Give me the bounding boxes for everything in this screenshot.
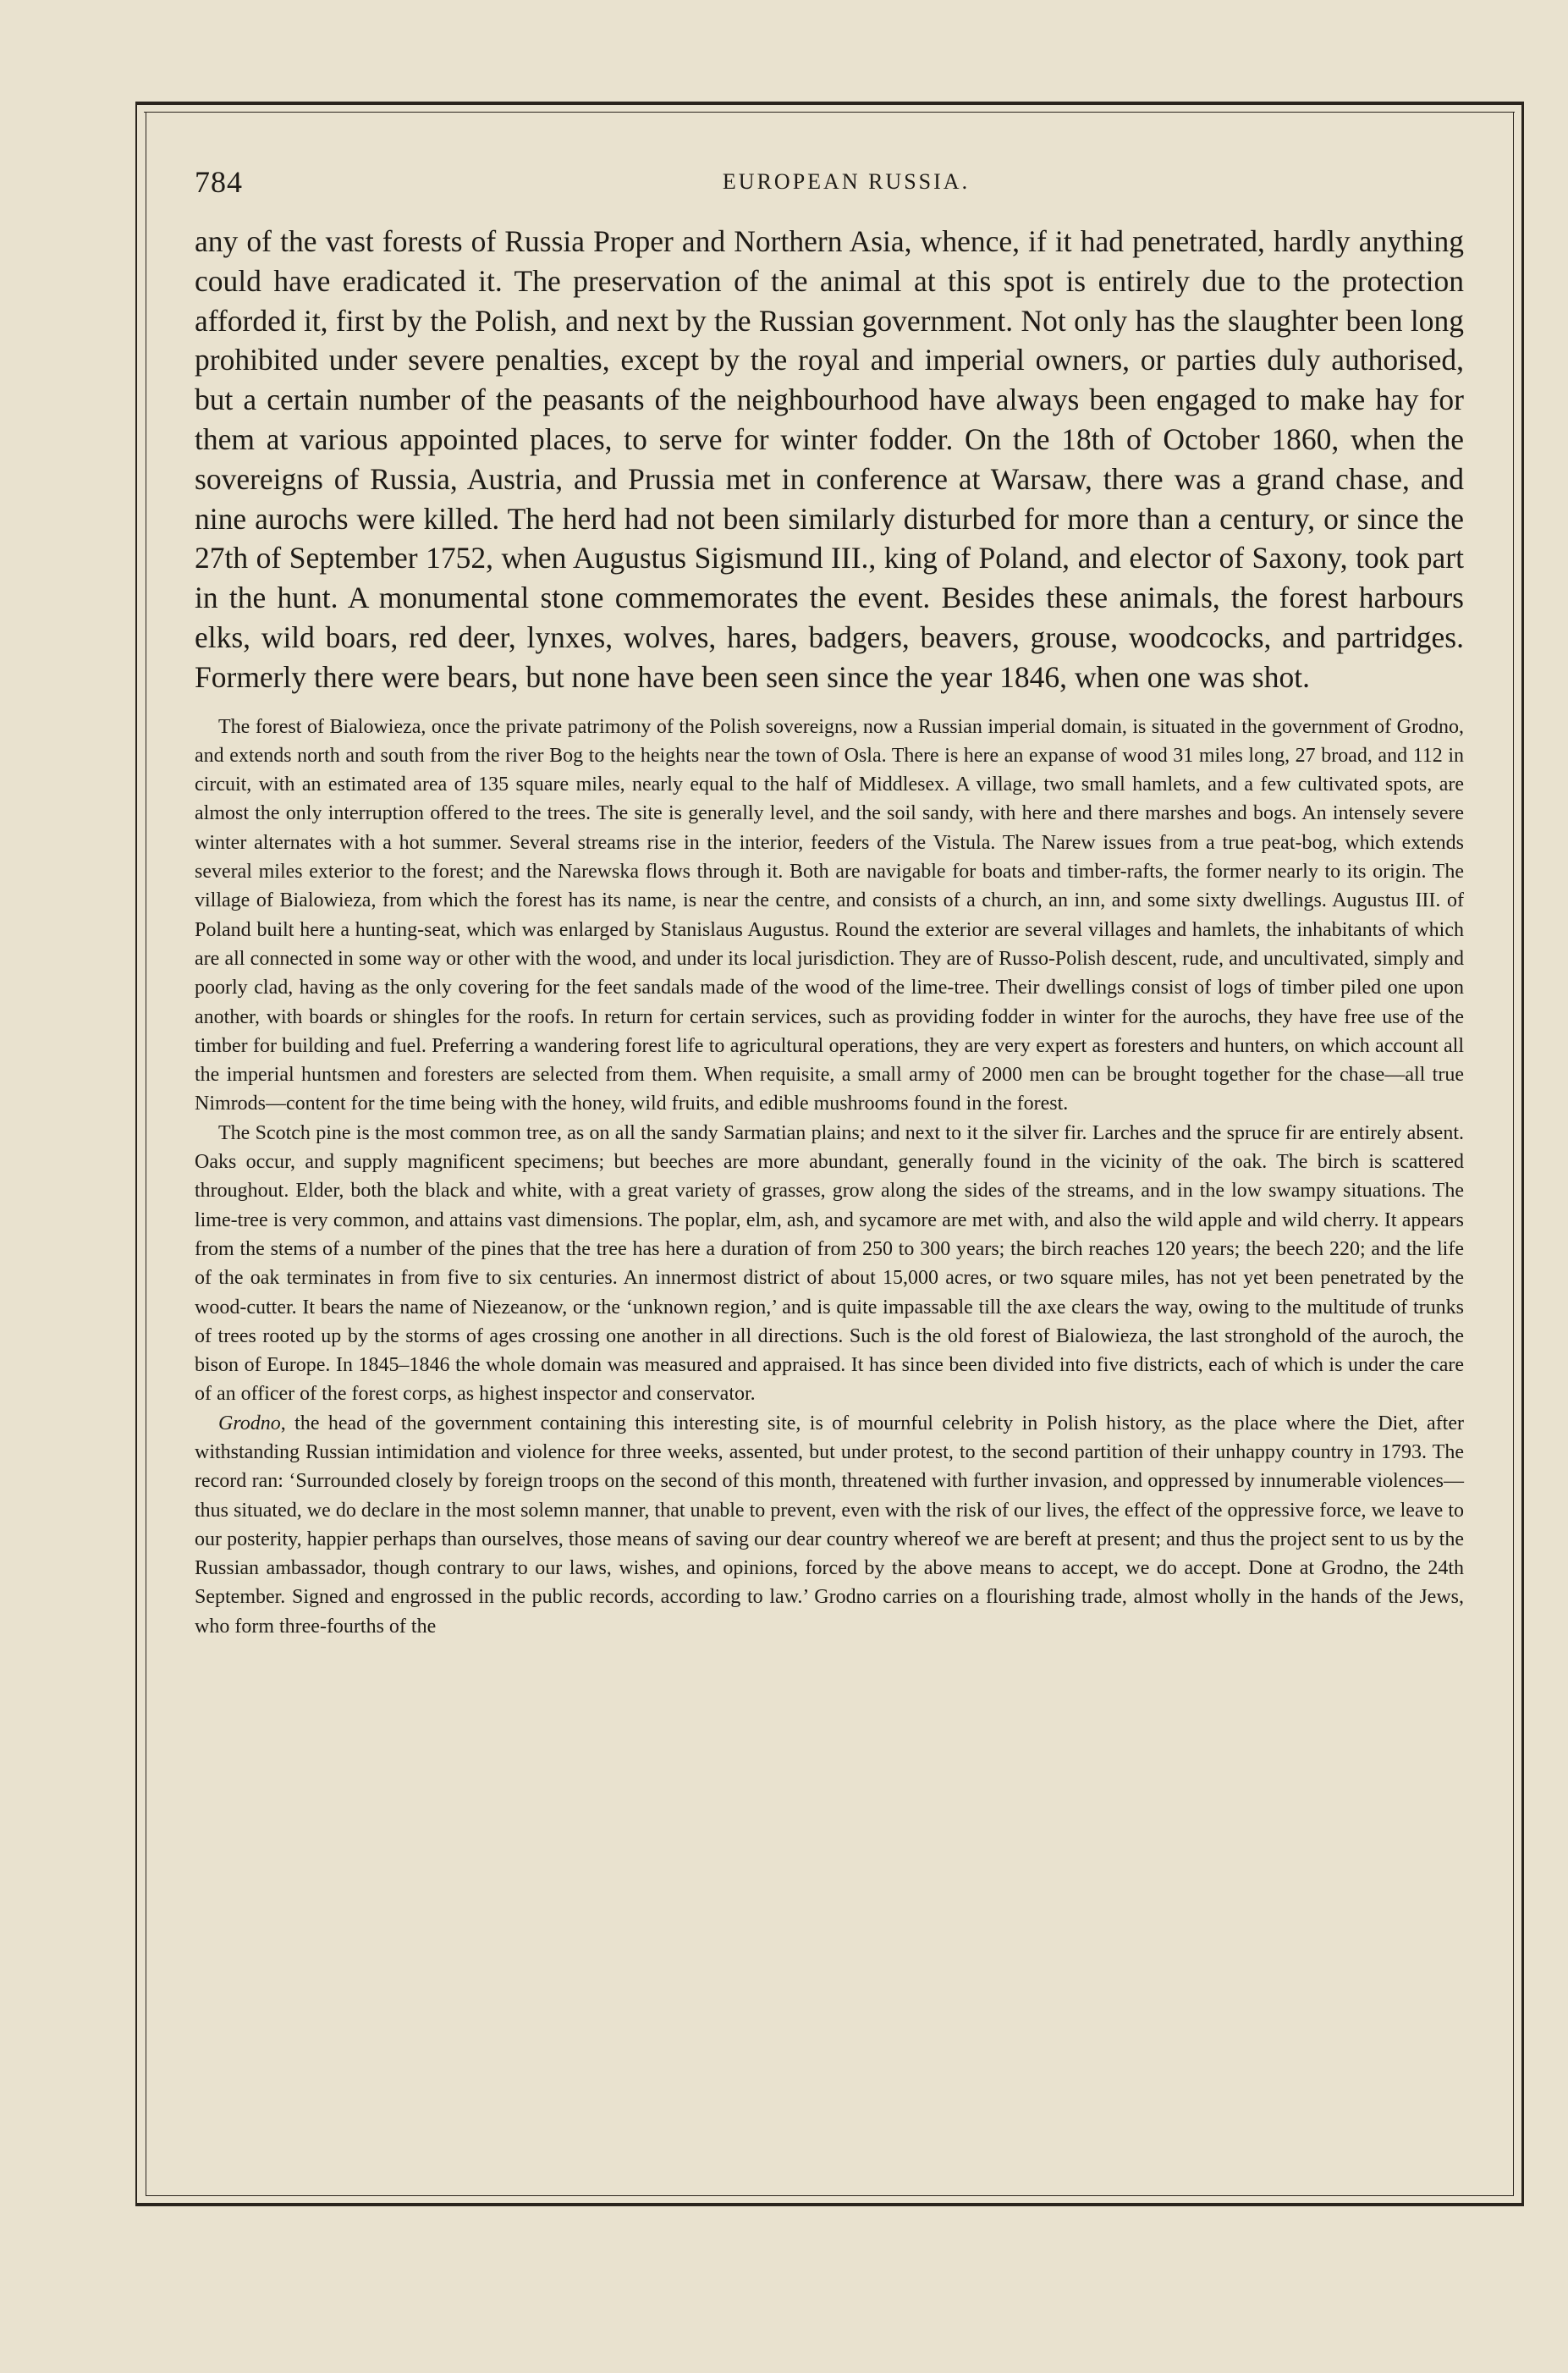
page-number: 784 <box>195 165 243 199</box>
frame-top-rule-inner <box>144 112 1515 113</box>
lead-paragraph: any of the vast forests of Russia Proper and Northern Asia, whence, if it had penetrated, hardly anything could have eradicated it. The preservation of the animal at this spot is entirely due to the protection afforded it, first by the Polish, and next by the Russian government. Not only has the slaughter been long prohibited under severe penalties, except by the royal and imperial owners, or parties duly authorised, but a certain number of the peasants of the neighbourhood have always been engaged to make hay for them at various appointed places, to serve for winter fodder. On the 18th of October 1860, when the sovereigns of Russia, Austria, and Prussia met in conference at Warsaw, there was a grand chase, and nine aurochs were killed. The herd had not been similarly disturbed for more than a century, or since the 27th of September 1752, when Augustus Sigismund III., king of Poland, and elector of Saxony, took part in the hunt. A monumental stone commemorates the event. Besides these animals, the forest harbours elks, wild boars, red deer, lynxes, wolves, hares, badgers, beavers, grouse, woodcocks, and partridges. Formerly there were bears, but none have been seen since the year 1846, when one was shot. <box>195 224 1464 694</box>
grodno-title: Grodno <box>218 1412 281 1434</box>
frame-top-rule-outer <box>135 102 1523 105</box>
paragraph-grodno <box>195 1409 1464 1641</box>
paragraph-forest: The forest of Bialowieza, once the private patrimony of the Polish sovereigns, now a Russian imperial domain, is situated in the government of Grodno, and extends north and south from the river Bog to the heights near the town of Osla. There is here an expanse of wood 31 miles long, 27 broad, and 112 in circuit, with an estimated area of 135 square miles, nearly equal to the half of Middlesex. A village, two small hamlets, and a few cultivated spots, are almost the only interruption offered to the trees. The site is generally level, and the soil sandy, with here and there marshes and bogs. An intensely severe winter alternates with a hot summer. Several streams rise in the interior, feeders of the Vistula. The Narew issues from a true peat-bog, which extends several miles exterior to the forest; and the Narewska flows through it. Both are navigable for boats and timber-rafts, the former nearly to its origin. The village of Bialowieza, from which the forest has its name, is near the centre, and consists of a church, an inn, and some sixty dwellings. Augustus III. of Poland built here a hunting-seat, which was enlarged by Stanislaus Augustus. Round the exterior are several villages and hamlets, the inhabitants of which are all connected in some way or other with the wood, and under its local jurisdiction. They are of Russo-Polish descent, rude, and uncultivated, simply and poorly clad, having as the only covering for the feet sandals made of the wood of the lime-tree. Their dwellings consist of logs of timber piled one upon another, with boards or shingles for the roofs. In return for certain services, such as providing fodder in winter for the aurochs, they have free use of the timber for building and fuel. Preferring a wandering forest life to agricultural operations, they are very expert as foresters and hunters, on which account all the imperial huntsmen and foresters are selected from them. When requisite, a small army of 2000 men can be brought together for the chase—all true Nimrods—content for the time being with the honey, wild fruits, and edible mushrooms found in the forest. <box>195 715 1464 1115</box>
page-header <box>195 157 1464 208</box>
frame-right-rule-outer <box>1521 102 1524 2205</box>
running-head: EUROPEAN RUSSIA. <box>722 169 971 194</box>
frame-left-rule-outer <box>135 102 137 2205</box>
paragraph-trees: The Scotch pine is the most common tree, as on all the sandy Sarmatian plains; and next to it the silver fir. Larches and the spruce fir are entirely absent. Oaks occur, and supply magnificent specimens; but beeches are more abundant, generally found in the vicinity of the oak. The birch is scattered throughout. Elder, both the black and white, with a great variety of grasses, grow along the sides of the streams, and in the low swampy situations. The lime-tree is very common, and attains vast dimensions. The poplar, elm, ash, and sycamore are met with, and also the wild apple and wild cherry. It appears from the stems of a number of the pines that the tree has here a duration of from 250 to 300 years; the birch reaches 120 years; the beech 220; and the life of the oak terminates in from five to six centuries. An innermost district of about 15,000 acres, or two square miles, has not yet been penetrated by the wood-cutter. It bears the name of Niezeanow, or the ‘unknown region,’ and is quite impassable till the axe clears the way, owing to the multitude of trunks of trees rooted up by the storms of ages crossing one another in all directions. Such is the old forest of Bialowieza, the last stronghold of the auroch, the bison of Europe. In 1845–1846 the whole domain was measured and appraised. It has since been divided into five districts, each of which is under the care of an officer of the forest corps, as highest inspector and conservator. <box>195 1121 1464 1406</box>
grodno-text: , the head of the government containing this interesting site, is of mournful celebrity in Polish history, as the place where the Diet, after withstanding Russian intimidation and violence for three weeks, assented, but under protest, to the second partition of their unhappy country in 1793. The record ran: ‘Surrounded closely by foreign troops on the second of this month, threatened with further invasion, and oppressed by innumerable violences—thus situated, we do declare in the most solemn manner, that unable to prevent, even with the risk of our lives, the effect of the oppressive force, we leave to our posterity, happier perhaps than ourselves, those means of saving our dear country whereof we are bereft at present; and thus the project sent to us by the Russian ambassador, though contrary to our laws, wishes, and opinions, forced by the above means to accept, we do accept. Done at Grodno, the 24th September. Signed and engrossed in the public records, according to law.’ Grodno carries on a flourishing trade, almost wholly in the hands of the Jews, who form three-fourths of the <box>195 1412 1464 1638</box>
frame-right-rule-inner <box>1513 112 1514 2196</box>
frame-bottom-rule-inner <box>146 2195 1514 2196</box>
page-content <box>195 222 1464 1641</box>
frame-bottom-rule-outer <box>135 2203 1524 2206</box>
